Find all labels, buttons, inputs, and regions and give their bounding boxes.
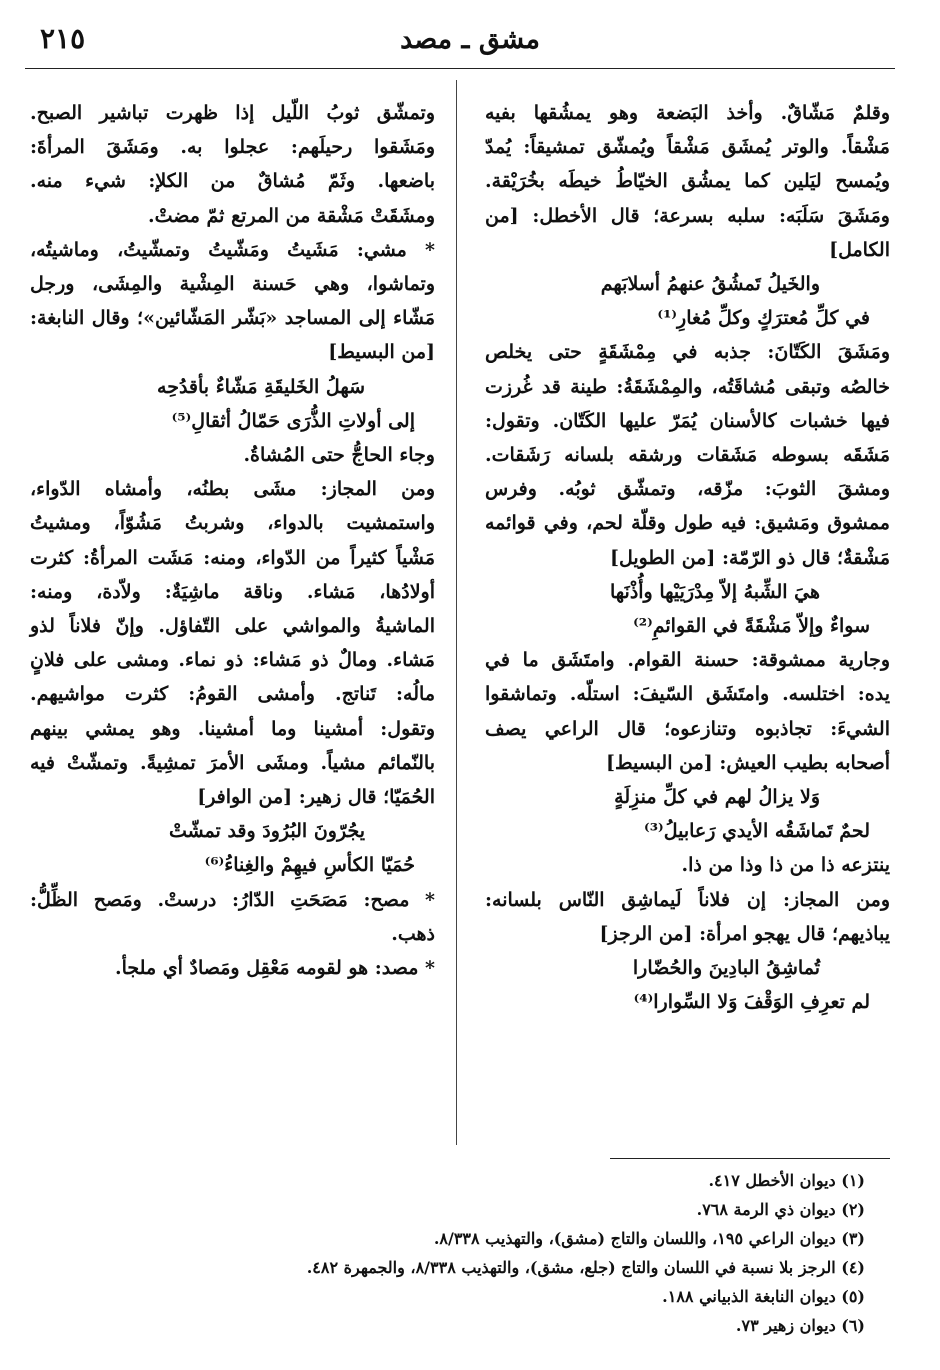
running-head: مشق ـ مصد: [400, 24, 540, 55]
right-column: [485, 96, 890, 1019]
verse-line: يجُرّونَ البُرُودَ وقد تمشّتْ: [168, 820, 365, 843]
text-line: وقلمٌ مَشّاقٌ. وأخذ البَضعة وهو يمشُقها بفيه: [485, 102, 890, 124]
page-number: ٢١٥: [40, 22, 86, 55]
footnote: (١) ديوان الأخطل ٤١٧.: [708, 1171, 865, 1190]
entry-heading: * مصح: مَصَحَتِ الدّارُ: درستْ. ومَصح الظِّلُّ:: [30, 888, 435, 911]
page-header: [40, 22, 900, 62]
text-line: الحُمَيّا؛ قال زهير: [من الوافر]: [197, 786, 435, 809]
text-line: باضعها. وثَمّ مُشاقٌ من الكلإ: شيء منه.: [30, 170, 435, 193]
footnotes: [40, 1166, 865, 1340]
verse-line: حُمَيّا الكأسِ فيهِمْ والغِناءُ⁽⁶⁾: [204, 854, 415, 877]
text-line: مَشّاء إلى المساجد «بَشّر المَشّائين»؛ وقال النابغة:: [30, 307, 435, 330]
text-line: ومَشَقوا رحيلَهم: عجلوا به. ومَشَقَ المرأةَ:: [30, 136, 435, 159]
footnote-rule: [610, 1158, 890, 1159]
verse-line: لحمٌ تَماشَقُه الأيدي رَعابيلُ⁽³⁾: [644, 820, 870, 843]
text-line: وجارية ممشوقة: حسنة القوام. وامتَشَق ما في: [485, 649, 890, 672]
header-rule: [25, 68, 895, 69]
text-line: وتمشّق ثوبُ اللّيل إذا ظهرت تباشير الصبح.: [30, 102, 435, 124]
verse-line: تُماشِقُ البادِينَ والحُضّارا: [632, 957, 820, 980]
text-line: الماشيةُ والمواشي على التّفاؤل. وإنّ فلاناً لذو: [30, 615, 435, 638]
verse-line: لم تعرِفِ الوَقْفَ وَلا السِّوارا⁽⁴⁾: [633, 991, 870, 1014]
footnote: (٥) ديوان النابغة الذبياني ١٨٨.: [662, 1287, 865, 1306]
verse-line: سواءٌ وإلاّ مَشْقَةً في القوائمِ⁽²⁾: [633, 615, 870, 638]
text-line: مَشاء. ومالٌ ذو مَشاء: ذو نماء. ومشى على فلانٍ: [30, 649, 435, 672]
text-line: ومشقَ الثوبَ: مزّقه، وتمشّق ثوبُه. وفرس: [485, 478, 890, 501]
text-line: الكامل]: [829, 238, 890, 261]
text-line: بالنّمائم مشياً. ومشَى الأمرَ تمشِيةً. وتمشّتْ فيه: [30, 751, 435, 774]
footnote: (٦) ديوان زهير ٧٣.: [735, 1316, 865, 1335]
text-line: ومَشَقَ سَلَبَه: سلبه بسرعة؛ قال الأخطل: [من: [485, 204, 890, 227]
text-line: يباذيهم؛ قال يهجو امرأة: [من الرجز]: [599, 922, 890, 945]
text-line: مَشْقةٌ؛ قال ذو الرّمّة: [من الطويل]: [609, 546, 890, 569]
text-line: يده: اختلسه. وامتَشَق السّيفَ: استلّه. وتماشقوا: [485, 683, 890, 706]
text-line: ينتزعه ذا من ذا وذا من ذا.: [681, 854, 890, 877]
text-line: ذهب.: [391, 922, 435, 945]
text-line: وجاء الحاجُّ حتى المُشاةُ.: [243, 444, 435, 467]
text-line: ومشَقَتْ مَشْقة من المرتع ثمّ مضتْ.: [147, 204, 435, 227]
text-line: أصحابه بطيب العيش: [من البسيط]: [605, 751, 890, 774]
left-column: [30, 96, 435, 985]
text-line: فيها خشبات كالأسنان يُمَرّ عليها الكَتّان. وتقول:: [485, 409, 890, 432]
verse-line: هيَ الشِّبهُ إلاّ مِدْرَيَيْها وأُذْنَها: [609, 580, 820, 603]
text-line: [من البسيط]: [328, 341, 435, 364]
text-line: مالُه: تَناتج. وأمشى القومُ: كثرت مواشيهم.: [30, 683, 435, 706]
text-line: الشيءَ: تجاذبوه وتنازعوه؛ قال الراعي يصف: [485, 717, 890, 740]
footnote: (٢) ديوان ذي الرمة ٧٦٨.: [696, 1200, 865, 1219]
footnote: (٣) ديوان الراعي ١٩٥، واللسان والتاج (مشق)، والتهذيب ٨/٣٣٨.: [433, 1229, 865, 1248]
verse-line: وَلا يزالُ لهم في كلِّ منزِلَةٍ: [614, 786, 820, 809]
column-divider: [456, 80, 457, 1145]
text-line: وتماشوا، وهي حَسنة المِشْية والمِشَى، ورجل: [30, 273, 435, 296]
footnote: (٤) الرجز بلا نسبة في اللسان والتاج (جلع، مشق)، والتهذيب ٨/٣٣٨، والجمهرة ٤٨٢.: [306, 1258, 865, 1277]
verse-line: سَهلُ الخَليقَةِ مَشّاءٌ بأقدُحِه: [157, 375, 365, 398]
entry-heading: * مصد: هو لقومه مَعْقِل ومَصادٌ أي ملجأ.: [114, 957, 435, 980]
text-line: مَشْقاً. والوتر يُمشَق مَشْقاً ويُمشّق تمشيقاً: يُمدّ: [485, 136, 890, 159]
text-line: وتقول: أمشينا وما أمشينا. وهو يمشي بينهم: [30, 717, 435, 740]
text-line: ممشوق ومَشيق: فيه طول وقلّة لحم، وفي قوائمه: [485, 512, 890, 535]
verse-line: والخَيلُ تَمشُقُ عنهمُ أسلابَهم: [600, 273, 820, 296]
text-line: ومَشَقَ الكَتّانَ: جذبه في مِمْشَقَةٍ حتى يخلص: [485, 341, 890, 364]
text-line: مَشَقَه بسوطه مَشَقات ورشقه بلسانه رَشَقات.: [485, 444, 890, 467]
text-line: مَشْياً كثيراً من الدّواء، ومنه: مَشَت المرأةُ: كثرت: [30, 546, 435, 569]
text-line: ومن المجاز: مشَى بطنُه، وأمشاه الدّواء،: [30, 478, 435, 501]
text-line: واستمشيت بالدواء، وشربتُ مَشُوّاً، ومشيتُ: [30, 512, 435, 535]
text-line: أولادُها، مَشاء. وناقة ماشِيَةٌ: ولاّدة، ومنه:: [30, 580, 435, 603]
entry-heading: * مشي: مَشَيتُ ومَشّيتُ وتمشّيتُ، وماشيتُه،: [30, 238, 435, 261]
verse-line: إلى أولاتِ الذُّرَى حَمّالُ أثقالِ⁽⁵⁾: [171, 409, 415, 432]
text-line: ويُمسح ليَلين كما يمشُق الخيّاطُ خيطَه بخُرَيْقة.: [485, 170, 890, 193]
text-line: ومن المجاز: إن فلاناً لَيماشِق النّاس بلسانه:: [485, 888, 890, 911]
verse-line: في كلِّ مُعترَكٍ وكلِّ مُغارِ⁽¹⁾: [657, 307, 870, 330]
text-line: خالصُه وتبقى مُشاقَتُه، والمِمْشَقَةُ: طينة قد غُرزت: [485, 375, 890, 398]
